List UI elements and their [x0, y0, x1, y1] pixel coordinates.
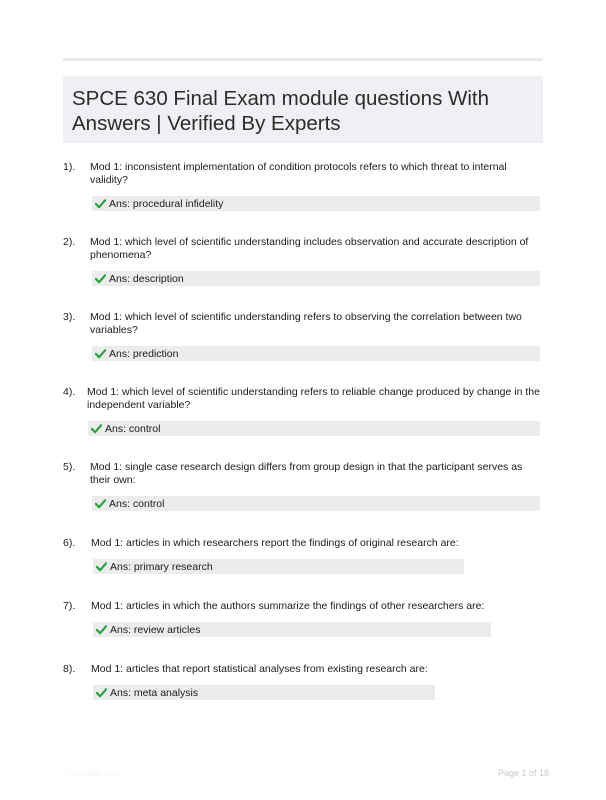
top-divider [63, 58, 543, 61]
question-row [63, 600, 543, 613]
question-number: 7). [63, 600, 76, 612]
answer-box [93, 685, 435, 700]
check-icon [96, 624, 107, 635]
answer-box [92, 346, 540, 361]
question-text: Mod 1: articles in which researchers report the findings of original research are: [91, 537, 459, 549]
check-icon [95, 348, 106, 359]
page-title: SPCE 630 Final Exam module questions With Answers | Verified By Experts [72, 87, 490, 135]
question-text: Mod 1: which level of scientific understanding refers to reliable change produced by change in the independent variable? [87, 386, 540, 411]
title-box [63, 76, 543, 143]
answer-text: Ans: procedural infidelity [109, 197, 224, 210]
question-item [63, 663, 543, 700]
question-row [63, 311, 543, 337]
check-icon [96, 561, 107, 572]
question-number: 4). [63, 386, 76, 398]
question-number: 6). [63, 537, 76, 549]
question-text: Mod 1: articles that report statistical analyses from existing research are: [91, 663, 428, 675]
footer-brand: Paperlibe.com [63, 768, 121, 778]
question-text: Mod 1: single case research design differs from group design in that the participant serves as their own: [90, 461, 523, 486]
answer-text: Ans: prediction [109, 347, 179, 360]
answer-box [92, 196, 540, 211]
question-number: 5). [63, 461, 76, 473]
check-icon [95, 498, 106, 509]
answer-text: Ans: control [109, 497, 165, 510]
answer-box [92, 271, 540, 286]
answer-text: Ans: description [109, 272, 184, 285]
answer-text: Ans: meta analysis [110, 686, 199, 699]
question-item [63, 161, 543, 211]
question-item [63, 236, 543, 286]
check-icon [91, 423, 102, 434]
question-item [63, 386, 543, 436]
answer-text: Ans: control [105, 422, 161, 435]
question-number: 3). [63, 311, 76, 323]
question-text: Mod 1: which level of scientific understanding includes observation and accurate description of phenomena? [90, 236, 529, 261]
question-row [63, 461, 543, 487]
question-item [63, 600, 543, 637]
question-row [63, 663, 543, 676]
answer-box [88, 421, 540, 436]
answer-text: Ans: primary research [110, 560, 213, 573]
check-icon [95, 273, 106, 284]
question-row [63, 161, 543, 187]
question-row [63, 537, 543, 550]
question-item [63, 537, 543, 574]
check-icon [95, 198, 106, 209]
page-number: Page 1 of 18 [497, 768, 549, 778]
question-text: Mod 1: which level of scientific understanding refers to observing the correlation between two variables? [90, 311, 522, 336]
answer-box [92, 496, 540, 511]
answer-box [93, 622, 491, 637]
question-row [63, 386, 543, 412]
question-row [63, 236, 543, 262]
question-number: 1). [63, 161, 76, 173]
question-number: 8). [63, 663, 76, 675]
question-item [63, 311, 543, 361]
check-icon [96, 687, 107, 698]
question-text: Mod 1: inconsistent implementation of condition protocols refers to which threat to internal validity? [90, 161, 507, 186]
question-item [63, 461, 543, 511]
question-number: 2). [63, 236, 76, 248]
answer-box [93, 559, 464, 574]
question-text: Mod 1: articles in which the authors summarize the findings of other researchers are: [91, 600, 485, 612]
answer-text: Ans: review articles [110, 623, 201, 636]
